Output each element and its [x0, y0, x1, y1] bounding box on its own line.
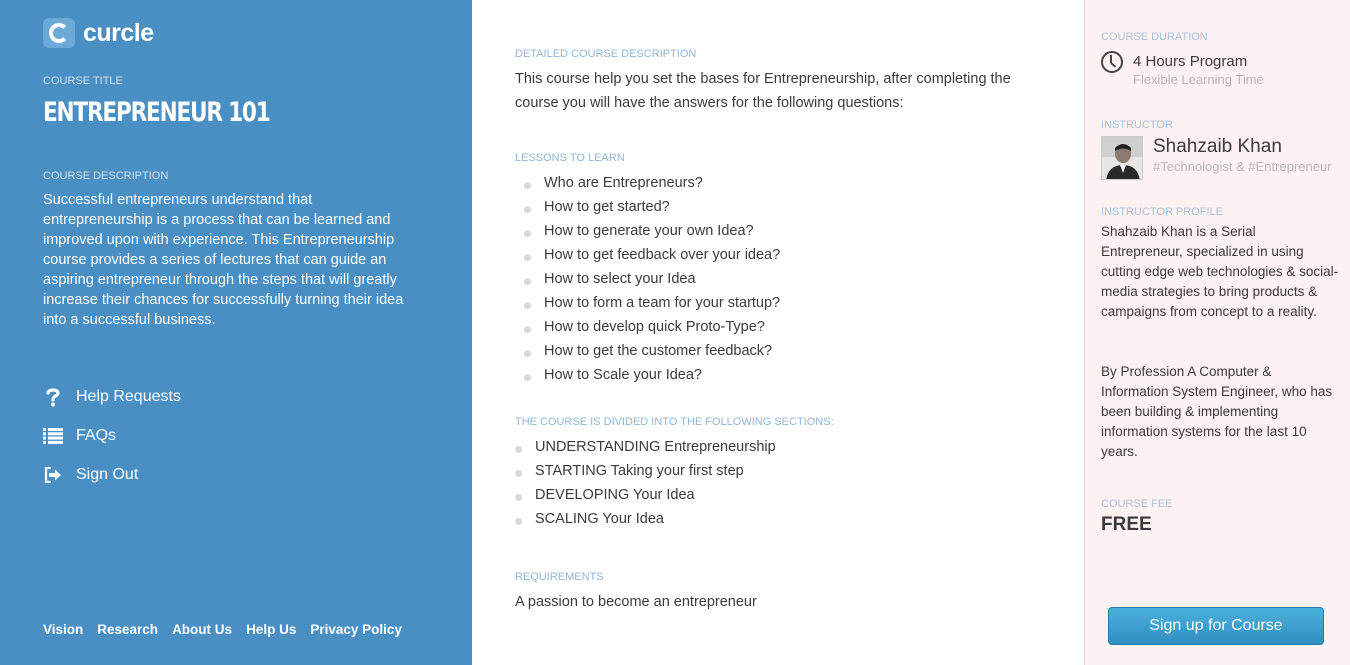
- clock-icon: [1101, 51, 1123, 73]
- course-info-panel: [1084, 0, 1350, 665]
- lesson-item: [524, 195, 780, 219]
- nav-help-requests-label: Help Requests: [76, 387, 181, 405]
- list-icon: [43, 426, 63, 446]
- course-duration-sub: Flexible Learning Time: [1133, 72, 1264, 87]
- lessons-label: LESSONS TO LEARN: [515, 152, 625, 164]
- footer-link-research[interactable]: Research: [97, 622, 159, 637]
- lesson-text: Who are Entrepreneurs?: [544, 175, 703, 191]
- section-text: DEVELOPING Your Idea: [535, 487, 695, 503]
- side-nav: [43, 377, 181, 494]
- lesson-item: [524, 339, 780, 363]
- bullet-icon: [515, 470, 522, 477]
- nav-faqs-label: FAQs: [76, 426, 117, 444]
- lesson-item: [524, 219, 780, 243]
- section-item: [515, 435, 776, 459]
- logo[interactable]: [43, 18, 154, 48]
- lesson-text: How to Scale your Idea?: [544, 367, 702, 383]
- logo-icon: [43, 18, 75, 48]
- detailed-description-text: This course help you set the bases for Entrepreneurship, after completing the course you will have the answers for the following questions:: [515, 71, 1011, 111]
- course-description: Successful entrepreneurs understand that entrepreneurship is a process that can be learned and improved upon with experience. This Entrepreneurship course provides a series of lectures that can guide an aspiring entrepreneur through the steps that will greatly increase their chances for successfully turning their idea into a successful business.: [43, 192, 404, 328]
- lesson-text: How to get feedback over your idea?: [544, 247, 781, 263]
- instructor-profile-text: Shahzaib Khan is a Serial Entrepreneur, specialized in using cutting edge web technologies & social-media strategies to bring products & campaigns from concept to a reality.: [1101, 224, 1339, 319]
- bullet-icon: [515, 494, 522, 501]
- nav-help-requests[interactable]: [43, 377, 181, 416]
- lesson-text: How to get started?: [544, 199, 670, 215]
- footer-link-privacy-policy[interactable]: Privacy Policy: [310, 622, 402, 637]
- bullet-icon: [524, 254, 531, 261]
- lesson-text: How to generate your own Idea?: [544, 223, 754, 239]
- bullet-icon: [524, 182, 531, 189]
- course-title: ENTREPRENEUR 101: [43, 97, 270, 128]
- bullet-icon: [524, 206, 531, 213]
- footer-link-vision[interactable]: Vision: [43, 622, 84, 637]
- course-fee-value: FREE: [1101, 514, 1152, 535]
- sign-out-icon: [43, 465, 63, 485]
- requirements-text: A passion to become an entrepreneur: [515, 594, 757, 610]
- instructor-profile-text-2: By Profession A Computer & Information System Engineer, who has been building & implementing information systems for the last 10 years.: [1101, 364, 1333, 459]
- lesson-item: [524, 291, 780, 315]
- lesson-text: How to get the customer feedback?: [544, 343, 773, 359]
- bullet-icon: [524, 374, 531, 381]
- bullet-icon: [524, 302, 531, 309]
- detailed-description-label: DETAILED COURSE DESCRIPTION: [515, 48, 697, 60]
- lesson-text: How to select your Idea: [544, 271, 696, 287]
- main-content: [472, 0, 1084, 665]
- instructor-label: INSTRUCTOR: [1101, 119, 1173, 131]
- lesson-text: How to develop quick Proto-Type?: [544, 319, 765, 335]
- instructor-tags: #Technologist & #Entrepreneur: [1153, 159, 1332, 174]
- instructor-profile-label: INSTRUCTOR PROFILE: [1101, 206, 1224, 218]
- sign-up-for-course-button[interactable]: Sign up for Course: [1108, 607, 1324, 645]
- sections-label: THE COURSE IS DIVIDED INTO THE FOLLOWING SECTIONS:: [515, 416, 834, 428]
- footer-link-help-us[interactable]: Help Us: [246, 622, 297, 637]
- sidebar: [0, 0, 472, 665]
- logo-text: curcle: [83, 18, 154, 47]
- section-item: [515, 459, 776, 483]
- bullet-icon: [524, 350, 531, 357]
- instructor-name[interactable]: Shahzaib Khan: [1153, 136, 1282, 157]
- requirements-label: REQUIREMENTS: [515, 571, 604, 583]
- lesson-item: [524, 315, 780, 339]
- lesson-item: [524, 171, 780, 195]
- lessons-list: [524, 171, 780, 387]
- lesson-text: How to form a team for your startup?: [544, 295, 781, 311]
- nav-sign-out[interactable]: [43, 455, 181, 494]
- bullet-icon: [524, 278, 531, 285]
- nav-faqs[interactable]: [43, 416, 181, 455]
- lesson-item: [524, 267, 780, 291]
- section-text: UNDERSTANDING Entrepreneurship: [535, 439, 776, 455]
- course-duration-label: COURSE DURATION: [1101, 31, 1208, 43]
- section-text: SCALING Your Idea: [535, 511, 664, 527]
- section-item: [515, 507, 776, 531]
- course-duration-value: 4 Hours Program: [1133, 53, 1248, 70]
- nav-sign-out-label: Sign Out: [76, 465, 139, 483]
- footer-link-about-us[interactable]: About Us: [172, 622, 233, 637]
- section-text: STARTING Taking your first step: [535, 463, 744, 479]
- lesson-item: [524, 363, 780, 387]
- bullet-icon: [515, 446, 522, 453]
- course-fee-label: COURSE FEE: [1101, 498, 1173, 510]
- question-icon: [43, 387, 63, 407]
- sections-list: [515, 435, 776, 531]
- lesson-item: [524, 243, 780, 267]
- course-title-label: COURSE TITLE: [43, 75, 123, 87]
- section-item: [515, 483, 776, 507]
- footer-links: [43, 622, 416, 637]
- bullet-icon: [524, 230, 531, 237]
- avatar: [1101, 136, 1143, 180]
- bullet-icon: [524, 326, 531, 333]
- course-description-label: COURSE DESCRIPTION: [43, 170, 169, 182]
- bullet-icon: [515, 518, 522, 525]
